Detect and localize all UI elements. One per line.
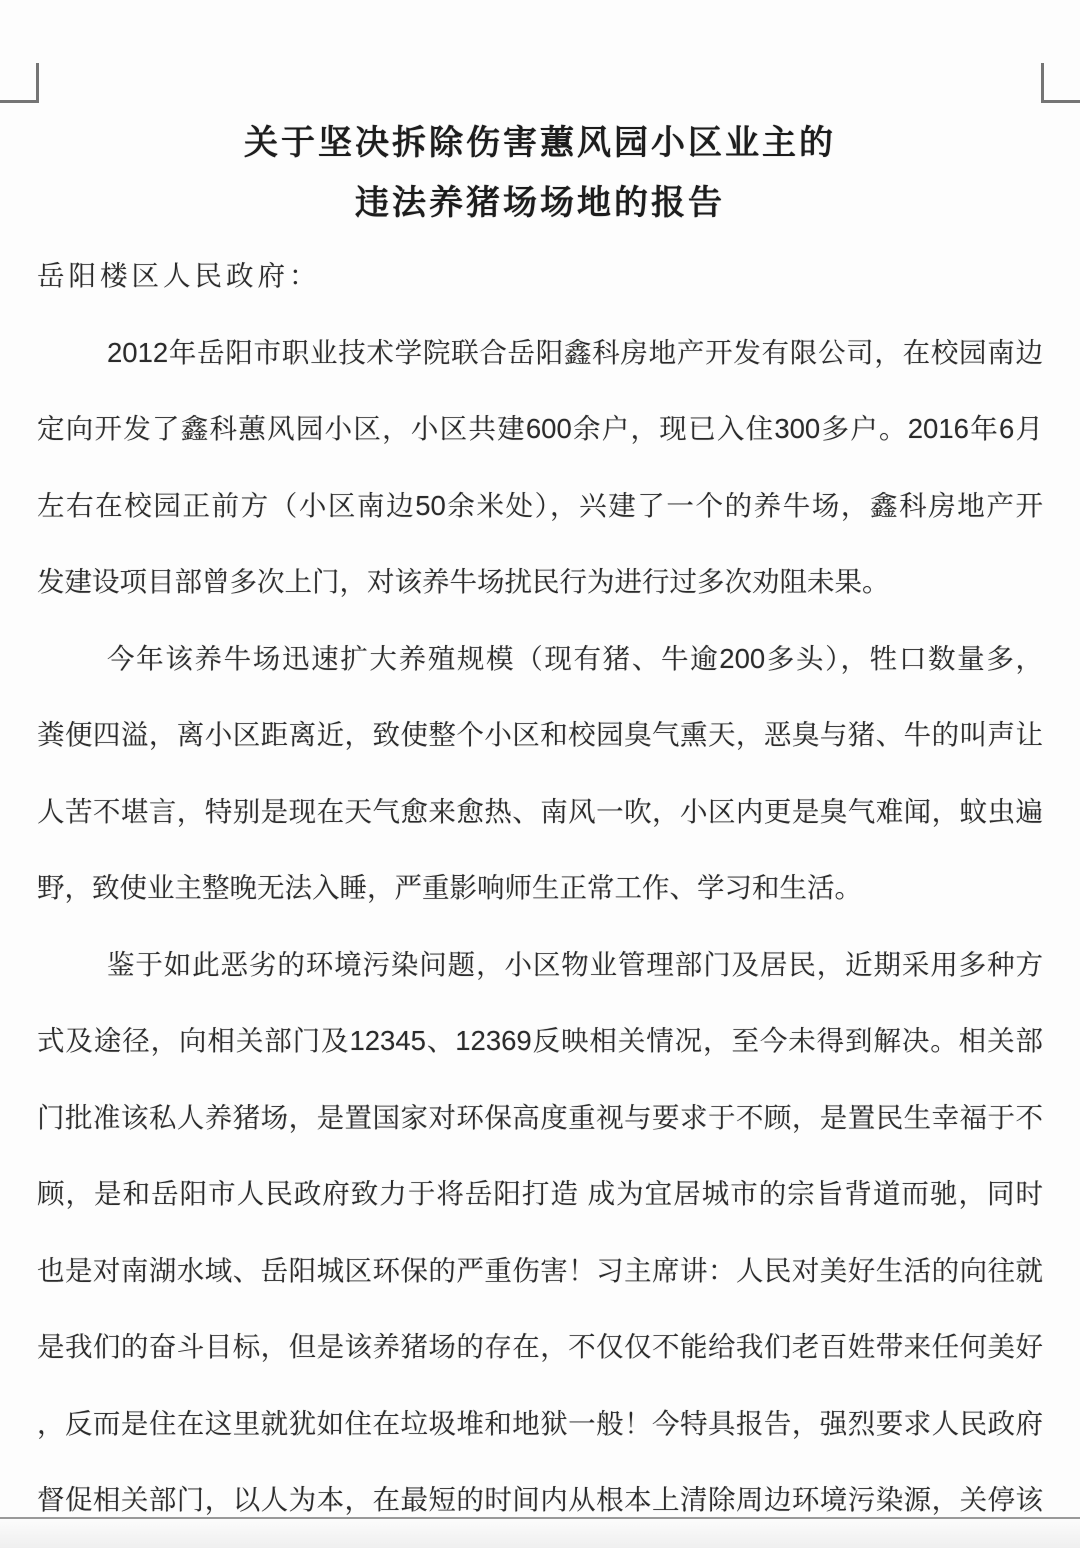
report-title-line-1: 关于坚决拆除伤害蕙风园小区业主的	[244, 124, 836, 162]
body-line: 式及途径，向相关部门及12345、12369反映相关情况，至今未得到解决。相关部	[37, 1025, 1043, 1056]
body-line: 顾，是和岳阳市人民政府致力于将岳阳打造 成为宜居城市的宗旨背道而驰，同时	[37, 1178, 1043, 1209]
page-bottom-strip	[0, 1519, 1080, 1548]
text-boundary-corner-mark-top-left	[0, 63, 39, 103]
report-title-line-2: 违法养猪场场地的报告	[355, 184, 725, 222]
salutation-line: 岳阳楼区人民政府：	[37, 260, 321, 291]
body-line: 是我们的奋斗目标，但是该养猪场的存在，不仅仅不能给我们老百姓带来任何美好	[37, 1331, 1043, 1362]
body-line: 左右在校园正前方（小区南边50余米处），兴建了一个的养牛场，鑫科房地产开	[37, 489, 1043, 521]
body-line: 粪便四溢，离小区距离近，致使整个小区和校园臭气熏天，恶臭与猪、牛的叫声让	[37, 719, 1043, 750]
body-line: 野，致使业主整晚无法入睡，严重影响师生正常工作、学习和生活。	[37, 872, 862, 903]
body-line: 门批准该私人养猪场，是置国家对环保高度重视与要求于不顾，是置民生幸福于不	[37, 1101, 1043, 1133]
report-body	[37, 238, 1043, 1539]
body-line: ，反而是住在这里就犹如住在垃圾堆和地狱一般！今特具报告，强烈要求人民政府	[37, 1407, 1043, 1439]
body-line: 2012年岳阳市职业技术学院联合岳阳鑫科房地产开发有限公司，在校园南边	[107, 336, 1043, 368]
body-line: 鉴于如此恶劣的环境污染问题，小区物业管理部门及居民，近期采用多种方	[107, 948, 1043, 980]
report-title	[0, 113, 1080, 233]
body-line: 定向开发了鑫科蕙风园小区，小区共建600余户，现已入住300多户。2016年6月	[37, 413, 1043, 444]
body-line: 人苦不堪言，特别是现在天气愈来愈热、南风一吹，小区内更是臭气难闻，蚊虫遍	[37, 795, 1043, 827]
body-line: 今年该养牛场迅速扩大养殖规模（现有猪、牛逾200多头），牲口数量多，	[107, 642, 1043, 674]
body-line: 发建设项目部曾多次上门，对该养牛场扰民行为进行过多次劝阻未果。	[37, 566, 890, 597]
text-boundary-corner-mark-top-right	[1041, 63, 1080, 103]
body-line: 督促相关部门，以人为本，在最短的时间内从根本上清除周边环境污染源，关停该	[37, 1484, 1043, 1515]
body-line: 也是对南湖水域、岳阳城区环保的严重伤害！习主席讲：人民对美好生活的向往就	[37, 1254, 1043, 1286]
